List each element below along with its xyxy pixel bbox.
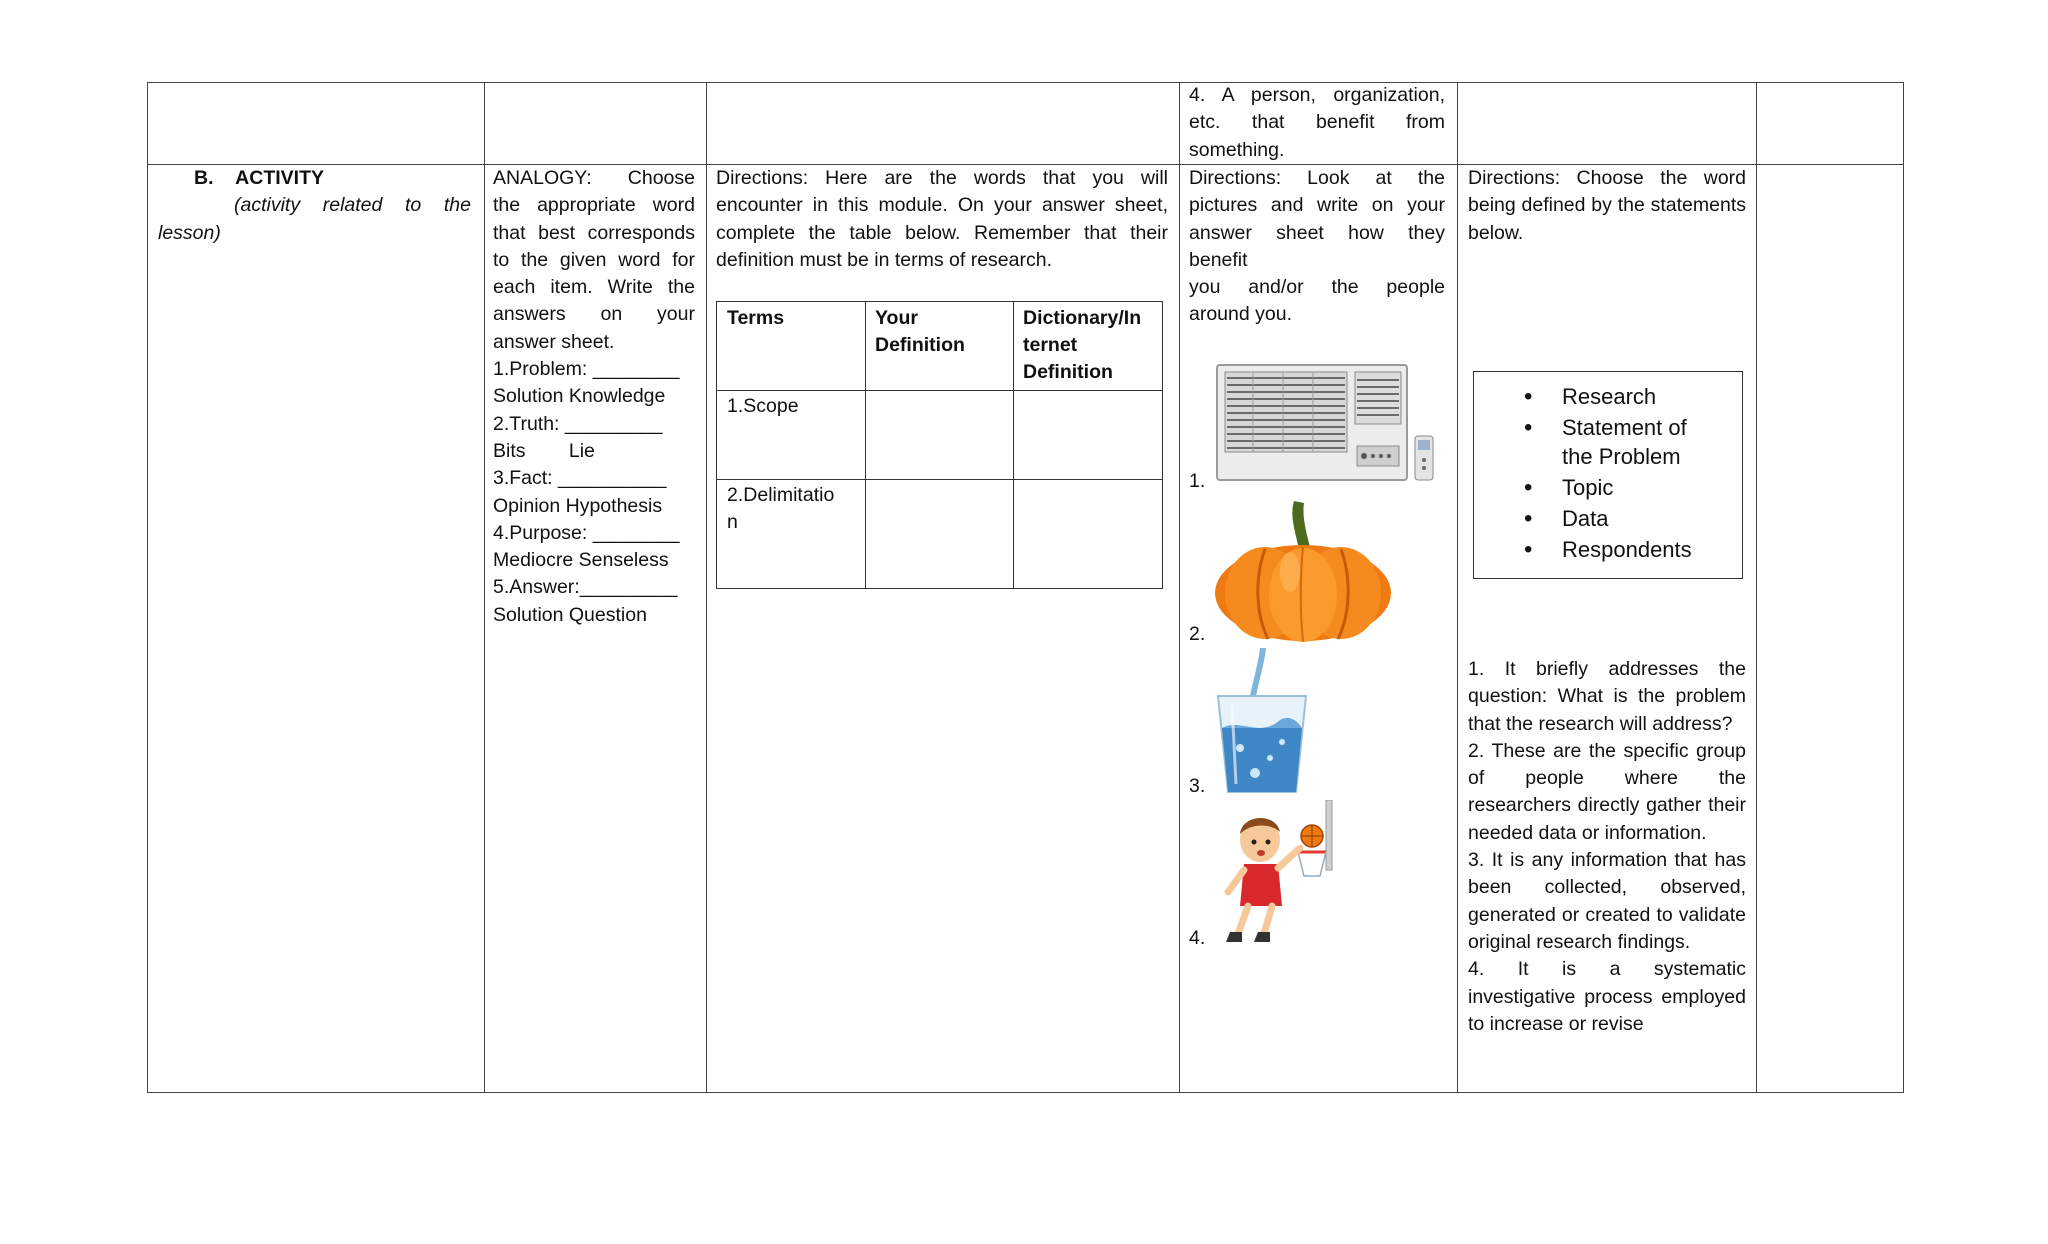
words-directions: Directions: Choose the word being defined by the statements below. [1468, 167, 1746, 244]
analogy-item-choices: Bits Lie [493, 439, 595, 462]
basketball-player-icon [1208, 800, 1338, 950]
analogy-item-choices: Solution Question [493, 603, 647, 626]
word-statement: 3. It is any information that has been collected, observed, generated or created to validate original research findings. [1468, 849, 1746, 953]
pictures-directions-line: benefit [1189, 248, 1248, 271]
words-directions-cell [1468, 165, 1746, 247]
word-choice-line: • Data [1562, 506, 1609, 531]
header-line: ternet [1023, 334, 1078, 356]
term-line: 2.Delimitatio [727, 484, 835, 506]
word-choice-line: • Research [1562, 384, 1657, 409]
terms-row-divider [717, 479, 1162, 480]
picture-number: 3. [1189, 775, 1206, 797]
analogy-item-prompt: 5.Answer:_________ [493, 576, 678, 599]
pictures-directions-cell [1189, 165, 1445, 329]
pictures-directions-line: pictures and write on your [1189, 194, 1445, 217]
column-divider [484, 83, 485, 1092]
analogy-intro: ANALOGY: Choose the appropriate word that best corresponds to the given word for each item. Write the answers on your answer sheet. [493, 167, 695, 353]
word-choice [1474, 413, 1742, 471]
terms-row-term [727, 482, 861, 536]
word-choices-box [1473, 371, 1743, 579]
terms-directions-cell [716, 165, 1168, 274]
analogy-item-choices: Mediocre Senseless [493, 549, 669, 572]
terms-column-divider [865, 302, 866, 588]
word-choice [1474, 504, 1742, 533]
word-choice-line: • Topic [1562, 475, 1614, 500]
column-divider [1756, 83, 1757, 1092]
header-line: Definition [1023, 361, 1113, 383]
terms-table [716, 301, 1163, 589]
word-choices-list [1474, 382, 1742, 566]
word-choice [1474, 473, 1742, 502]
terms-header-your-definition [875, 305, 1009, 359]
analogy-cell [493, 165, 695, 629]
analogy-item-prompt: 1.Problem: ________ [493, 358, 680, 381]
header-line: Your [875, 307, 918, 329]
analogy-item-prompt: 2.Truth: _________ [493, 412, 663, 435]
word-statements-cell [1468, 656, 1746, 1092]
header-line: Terms [727, 307, 785, 329]
column-divider [1457, 83, 1458, 1092]
terms-column-divider [1013, 302, 1014, 588]
pictures-directions-line: you and/or the people [1189, 276, 1445, 299]
term-line: n [727, 511, 738, 533]
terms-row-term [727, 393, 861, 420]
term-line: 1.Scope [727, 395, 799, 417]
section-letter: B. [194, 167, 214, 189]
picture-number: 4. [1189, 927, 1206, 949]
terms-header-terms [727, 305, 861, 332]
terms-row-divider [717, 390, 1162, 391]
beneficiary-item-text: 4. A person, organization, etc. that benefit from something. [1189, 84, 1445, 161]
word-choice-line: • Statement of [1562, 415, 1687, 440]
row1-col4-cell [1189, 82, 1445, 164]
pictures-directions-line: answer sheet how they [1189, 221, 1445, 244]
column-divider [706, 83, 707, 1092]
picture-number: 1. [1189, 470, 1206, 492]
analogy-item-choices: Opinion Hypothesis [493, 494, 663, 517]
air-conditioner-icon [1213, 360, 1438, 486]
header-line: Dictionary/In [1023, 307, 1142, 329]
section-heading-cell [158, 165, 471, 247]
analogy-item-prompt: 4.Purpose: ________ [493, 521, 680, 544]
word-choice-line: the Problem [1562, 444, 1681, 469]
analogy-item-choices: Solution Knowledge [493, 385, 666, 408]
word-statement: 2. These are the specific group of people where the researchers directly gather their needed data or information. [1468, 739, 1746, 844]
picture-number: 2. [1189, 623, 1206, 645]
word-statement: 1. It briefly addresses the question: What is the problem that the research will address? [1468, 658, 1746, 735]
column-divider [1179, 83, 1180, 1092]
analogy-item-prompt: 3.Fact: __________ [493, 467, 667, 490]
section-note: (activity related to the lesson) [158, 194, 471, 244]
word-choice [1474, 535, 1742, 564]
pumpkin-icon [1210, 497, 1396, 643]
terms-directions: Directions: Here are the words that you will encounter in this module. On your answer sheet, complete the table below. Remember that their definition must be in terms of research. [716, 167, 1168, 271]
glass-of-water-icon [1210, 648, 1320, 794]
word-choice [1474, 382, 1742, 411]
pictures-directions-line: Directions: Look at the [1189, 167, 1445, 189]
pictures-directions-line: around you. [1189, 303, 1292, 326]
word-statement: 4. It is a systematic investigative process employed to increase or revise [1468, 958, 1746, 1035]
header-line: Definition [875, 334, 965, 356]
word-choice-line: • Respondents [1562, 537, 1692, 562]
terms-header-dictionary-definition [1023, 305, 1161, 386]
section-title: ACTIVITY [235, 167, 325, 189]
